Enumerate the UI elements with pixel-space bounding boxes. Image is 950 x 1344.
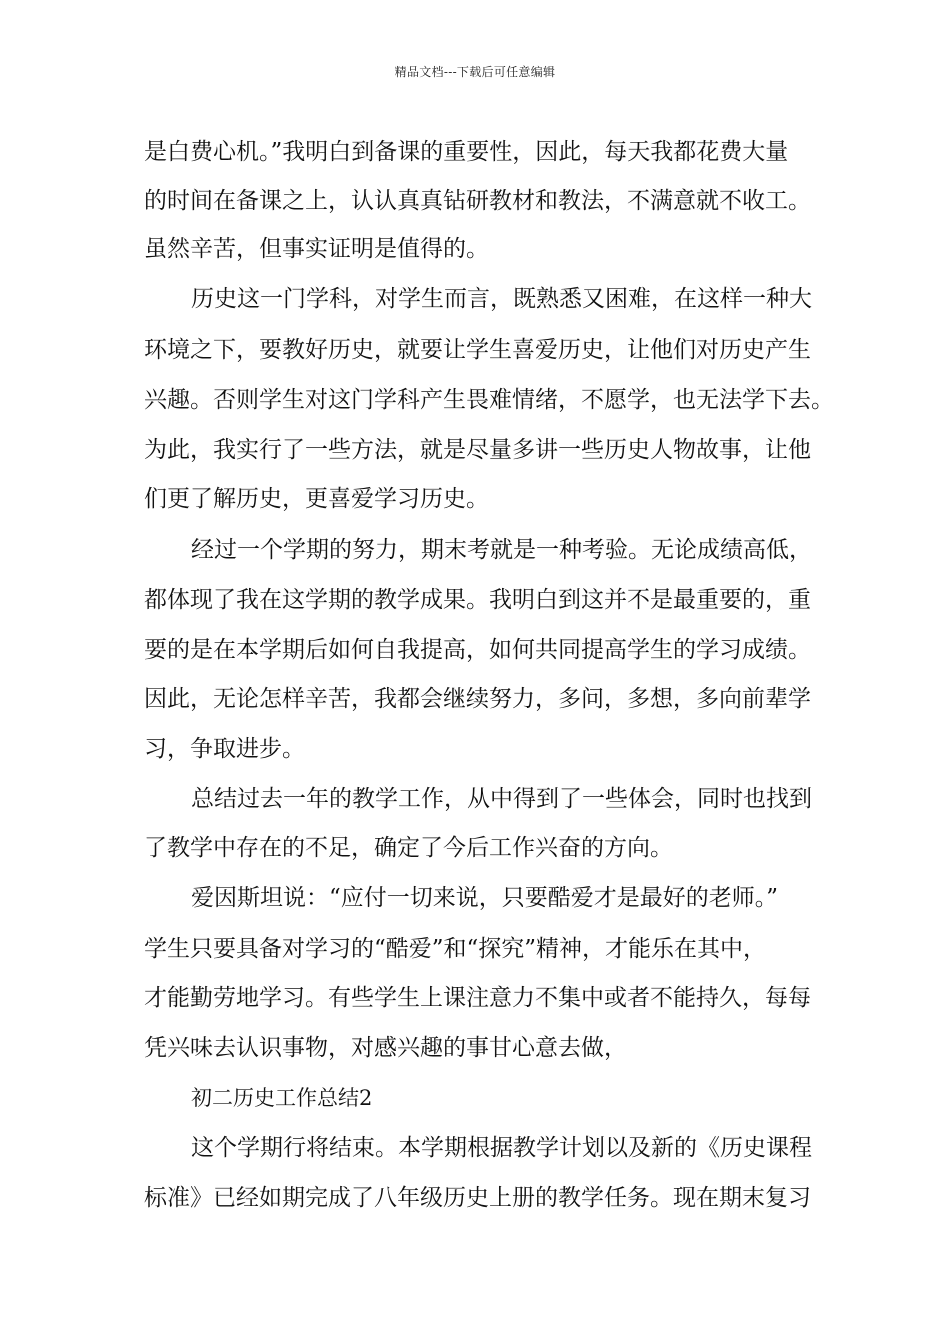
- text-line: 了教学中存在的不足，确定了今后工作兴奋的方向。: [144, 835, 673, 861]
- paragraph-first-line: 经过一个学期的努力，期末考就是一种考验。无论成绩高低，: [191, 537, 812, 563]
- text-line: 习，争取进步。: [144, 736, 305, 762]
- page-header: 精品文档---下载后可任意编辑: [394, 65, 556, 79]
- text-line: 兴趣。否则学生对这门学科产生畏难情绪，不愿学，也无法学下去。: [144, 387, 834, 413]
- text-line: 为此，我实行了一些方法，就是尽量多讲一些历史人物故事，让他: [144, 437, 811, 463]
- text-line: 凭兴味去认识事物，对感兴趣的事甘心意去做，: [144, 1035, 627, 1061]
- text-line: 学生只要具备对学习的“酷爱”和“探究”精神，才能乐在其中，: [144, 936, 767, 962]
- text-line: 因此，无论怎样辛苦，我都会继续努力，多问，多想，多向前辈学: [144, 686, 811, 712]
- paragraph-first-line: 爱因斯坦说：“应付一切来说，只要酷爱才是最好的老师。”: [191, 885, 779, 911]
- text-line: 要的是在本学期后如何自我提高，如何共同提高学生的学习成绩。: [144, 637, 811, 663]
- text-line: 的时间在备课之上，认认真真钻研教材和教法，不满意就不收工。: [144, 188, 811, 214]
- text-line: 标准》已经如期完成了八年级历史上册的教学任务。现在期末复习: [144, 1185, 811, 1211]
- text-line: 是白费心机。”我明白到备课的重要性，因此，每天我都花费大量: [144, 139, 789, 165]
- text-line: 虽然辛苦，但事实证明是值得的。: [144, 236, 489, 262]
- text-line: 才能勤劳地学习。有些学生上课注意力不集中或者不能持久，每每: [144, 985, 811, 1011]
- text-line: 们更了解历史，更喜爱学习历史。: [144, 486, 489, 512]
- section-heading: 初二历史工作总结2: [191, 1086, 373, 1110]
- paragraph-first-line: 总结过去一年的教学工作，从中得到了一些体会，同时也找到: [191, 786, 812, 812]
- text-line: 都体现了我在这学期的教学成果。我明白到这并不是最重要的，重: [144, 587, 811, 613]
- text-line: 环境之下，要教好历史，就要让学生喜爱历史，让他们对历史产生: [144, 337, 811, 363]
- paragraph-first-line: 历史这一门学科，对学生而言，既熟悉又困难，在这样一种大: [191, 286, 812, 312]
- paragraph-first-line: 这个学期行将结束。本学期根据教学计划以及新的《历史课程: [191, 1135, 812, 1161]
